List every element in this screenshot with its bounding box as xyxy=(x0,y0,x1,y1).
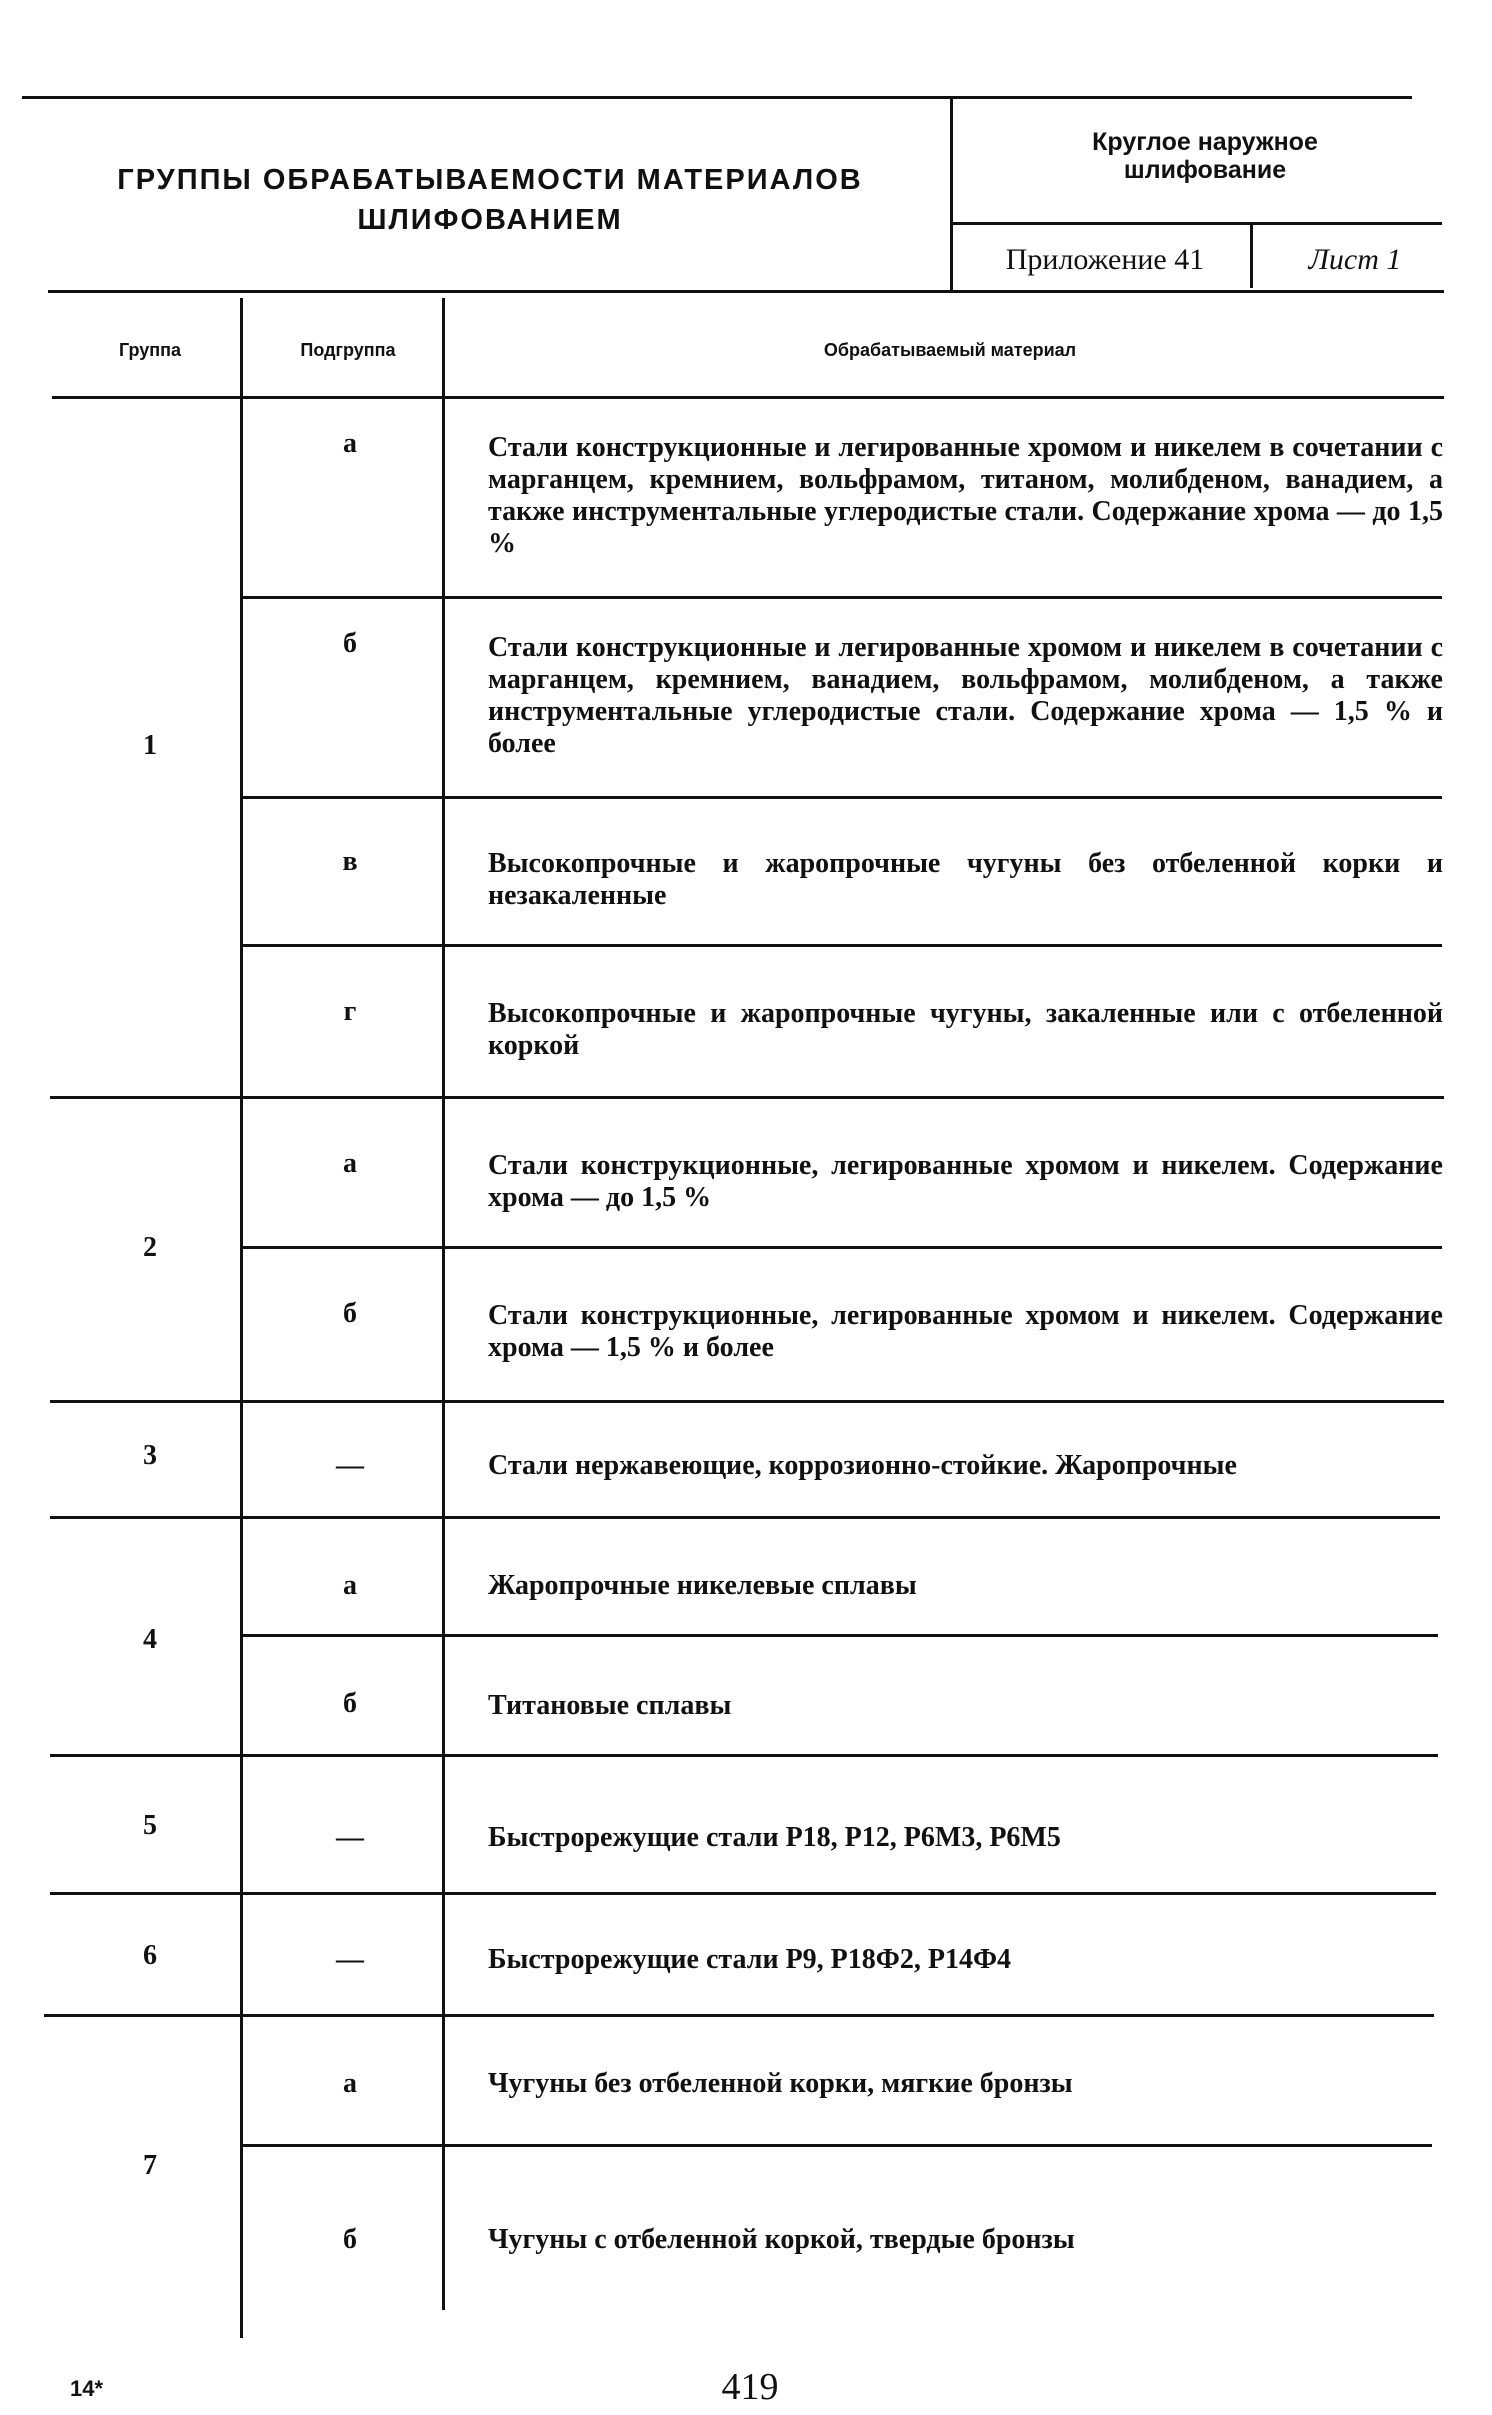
material-text: Высокопрочные и жаропрочные чугуны без отбеленной корки и незакаленные xyxy=(488,848,1443,911)
sheet-divider xyxy=(1250,224,1253,288)
sheet-label: Лист 1 xyxy=(1308,243,1402,276)
subgroup-rule xyxy=(242,1634,1438,1637)
group-number: 3 xyxy=(143,1440,157,1471)
material-text: Быстрорежущие стали Р9, Р18Ф2, Р14Ф4 xyxy=(488,1944,1011,1975)
group-number: 1 xyxy=(143,730,157,761)
signature-mark: 14* xyxy=(70,2376,104,2401)
group-number: 5 xyxy=(143,1810,157,1841)
appendix-label: Приложение 41 xyxy=(1005,243,1205,276)
header-divider xyxy=(950,98,953,292)
subgroup-rule xyxy=(242,2144,1432,2147)
subgroup-rule xyxy=(242,1246,1442,1249)
subgroup-label: б xyxy=(343,628,357,659)
title-line-1: ГРУППЫ ОБРАБАТЫВАЕМОСТИ МАТЕРИАЛОВ xyxy=(117,164,863,196)
material-text: Высокопрочные и жаропрочные чугуны, закаленные или с отбеленной коркой xyxy=(488,998,1443,1061)
subgroup-label: — xyxy=(336,1944,364,1975)
material-text: Жаропрочные никелевые сплавы xyxy=(488,1570,917,1601)
subgroup-label: в xyxy=(342,846,358,877)
material-text: Стали конструкционные и легированные хромом и никелем в сочетании с марганцем, кремнием, вольфрамом, титаном, молибденом, ванадием, а также инструментальные углеродистые стали. Содержание хрома — до 1,5 % xyxy=(488,432,1443,559)
group-number: 7 xyxy=(143,2150,157,2181)
subgroup-label: а xyxy=(343,1570,357,1601)
material-text: Стали конструкционные и легированные хромом и никелем в сочетании с марганцем, кремнием, ванадием, вольфрамом, молибденом, а также инструментальные углеродистые стали. Содержание хрома — 1,5 % и более xyxy=(488,632,1443,759)
material-text: Чугуны с отбеленной коркой, твердые бронзы xyxy=(488,2224,1075,2255)
page-number: 419 xyxy=(721,2366,779,2408)
page-title xyxy=(40,160,940,240)
group-rule xyxy=(50,1096,1444,1099)
subgroup-rule xyxy=(242,944,1442,947)
top-rule xyxy=(22,96,1412,99)
section-name xyxy=(960,128,1450,184)
column-header-subgroup: Подгруппа xyxy=(300,340,396,360)
subgroup-label: — xyxy=(336,1822,364,1853)
column-header-rule xyxy=(52,396,1444,399)
material-text: Стали нержавеющие, коррозионно-стойкие. Жаропрочные xyxy=(488,1450,1237,1481)
subgroup-label: а xyxy=(343,2068,357,2099)
section-rule xyxy=(952,222,1442,225)
subgroup-label: б xyxy=(343,1298,357,1329)
column-line-1 xyxy=(240,298,243,2338)
title-line-2: ШЛИФОВАНИЕМ xyxy=(357,204,623,236)
column-header-group: Группа xyxy=(118,340,182,360)
subgroup-label: б xyxy=(343,2224,357,2255)
group-rule xyxy=(50,1892,1436,1895)
subgroup-label: а xyxy=(343,1148,357,1179)
material-text: Стали конструкционные, легированные хромом и никелем. Содержание хрома — 1,5 % и более xyxy=(488,1300,1443,1363)
group-rule xyxy=(50,1516,1440,1519)
group-number: 4 xyxy=(143,1624,157,1655)
material-text: Стали конструкционные, легированные хромом и никелем. Содержание хрома — до 1,5 % xyxy=(488,1150,1443,1213)
subgroup-label: б xyxy=(343,1688,357,1719)
group-number: 2 xyxy=(143,1232,157,1263)
section-line-2: шлифование xyxy=(1123,156,1287,184)
group-number: 6 xyxy=(143,1940,157,1971)
column-header-material: Обрабатываемый материал xyxy=(823,340,1077,360)
material-text: Быстрорежущие стали Р18, Р12, Р6М3, Р6М5 xyxy=(488,1822,1061,1853)
subgroup-rule xyxy=(242,596,1442,599)
material-text: Титановые сплавы xyxy=(488,1690,732,1721)
group-rule xyxy=(50,1754,1438,1757)
subgroup-label: — xyxy=(336,1450,364,1481)
group-rule xyxy=(50,1400,1444,1403)
subgroup-label: а xyxy=(343,428,357,459)
material-text: Чугуны без отбеленной корки, мягкие бронзы xyxy=(488,2068,1073,2099)
section-line-1: Круглое наружное xyxy=(1092,128,1318,156)
group-rule xyxy=(44,2014,1434,2017)
subgroup-label: г xyxy=(343,996,357,1027)
subgroup-rule xyxy=(242,796,1442,799)
header-bottom-rule xyxy=(48,290,1444,293)
